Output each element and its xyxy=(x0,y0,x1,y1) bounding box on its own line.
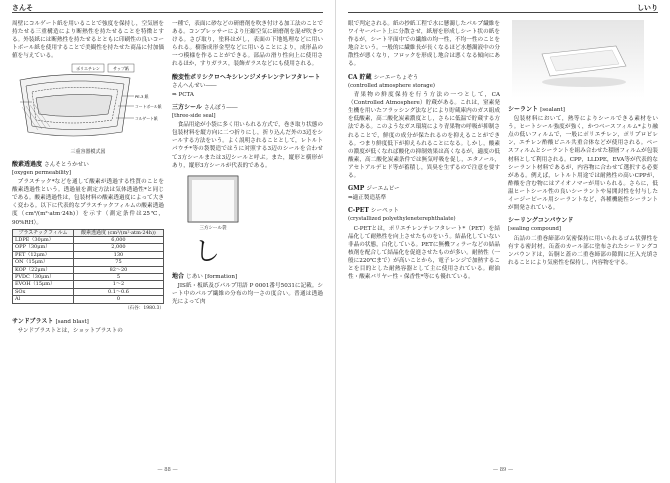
header-rule-right xyxy=(348,12,658,13)
headword-reading: シーペット xyxy=(370,208,399,215)
right-column-2 xyxy=(508,20,658,455)
entry-body: JIS紙・板紙及びパルプ用語 P 0001番号5031に記載。シート中のパルプ繊維の分布の均一さの度合い。普通は透過光によって肉 xyxy=(172,282,323,305)
page-number-right: — 89 — xyxy=(492,467,514,473)
cell-film: Al xyxy=(13,296,74,303)
table-header-film: プラスチックフィルム xyxy=(13,229,74,236)
english-term: (controlled atmosphere storage) xyxy=(348,82,435,89)
continued-paragraph: 一種で，表面に砂などの研磨剤を吹き付ける加工法のことである。コンプレッサーにより圧縮空気に研磨剤を混ぜ吹きつける。さび取り，塗料はがし，表面の下地処理などに用いられる。樹脂成形金型などに用いることにより，成形品の一つ模様を作ることができる。部品の滑り性向上に使用されるほか，すりガラス，装飾ガラスなどにも使用される。 xyxy=(172,21,323,68)
label-pe-paper: PE-3 紙 xyxy=(135,94,149,100)
cross-reference: ⇒適正製造基準 xyxy=(348,195,387,202)
table-header-value: 酸素透過度 (cm³/(m²·atm·24h)) xyxy=(73,229,163,236)
headword: 酸素透過度 xyxy=(12,160,43,168)
label-coated-board: コートボール紙 xyxy=(135,104,162,110)
english-term: [sealing compound] xyxy=(508,226,561,233)
headword: C-PET xyxy=(348,207,369,215)
english-term: [sealant] xyxy=(540,107,565,114)
entry-body: C-PETとは，ポリエチレンテレフタレート*（PET）を結晶化して耐熱性を向上させたものをいう。結晶化していない非晶の状態，白化している。PETに無機フィラーなどの結晶核剤を配合して結晶化を促進させたものが多い。耐熱性（一般に220℃まで）が高いことから，電子レンジで加熱することを目的とした耐熱容器として主に使用されている。耐油性・酸素バリヤー性・保香性*等にも優れている。 xyxy=(348,225,500,281)
container-diagram xyxy=(12,62,162,144)
english-term: [oxygen permeability] xyxy=(12,169,71,176)
page-number-left: — 88 — xyxy=(157,467,178,473)
cross-reference: ⇒ PCTA xyxy=(172,91,194,98)
headword: CA 貯蔵 xyxy=(348,73,372,81)
cell-value: 75 xyxy=(73,259,163,266)
entry-body: プラスチック*などを通して酸素が透過する性質のことを酸素透過性という。透過量を測定方法は気体透過性*と同じである。酸素透過性は，包装材料の酸素透過度によって大きく変わる。以下に代表的なプラスチックフィルムの酸素透過度（cm³/(m²·atm·24h)）を示す（測定条件は25℃，90%RH）。 xyxy=(12,179,164,226)
right-column-1 xyxy=(348,20,500,455)
entry-headword-sealing-compound xyxy=(508,217,658,225)
three-side-seal-bag-figure xyxy=(184,173,323,234)
entry-headword-pctfa xyxy=(172,74,323,90)
left-column-2 xyxy=(172,20,323,455)
entry-headword-sandblast xyxy=(12,318,164,326)
table-row xyxy=(13,237,164,244)
table-row xyxy=(13,259,164,266)
cell-value: 0.1～0.6 xyxy=(73,288,163,295)
headword: シーラント xyxy=(508,106,539,114)
entry-headword-formation xyxy=(172,273,323,281)
cell-film: LDPE（30μm） xyxy=(13,237,74,244)
headword: GMP xyxy=(348,185,365,193)
headword-reading: ジーエムピー xyxy=(366,186,400,193)
table-row xyxy=(13,281,164,288)
table-row xyxy=(13,296,164,303)
continued-paragraph: 周壁にコルゲート紙を用いることで強度を保持し，空気層を持たせる三重構造により断熱性を持たせることを特徴とする。外装紙には断熱性を持たせるとともに印刷性の良いコートボール紙を使用することで美観性を持たせた商品に付加価値を与えている。 xyxy=(12,21,164,60)
table-row xyxy=(13,251,164,258)
header-rule-left xyxy=(12,12,323,13)
right-page xyxy=(336,0,670,483)
cell-film: SOx xyxy=(13,288,74,295)
bag-caption: 三方シール袋 xyxy=(199,225,227,231)
cell-value: 1～2 xyxy=(73,281,163,288)
table-source: （石谷：1980.3） xyxy=(124,305,164,311)
headword: 酸変性ポリシクロヘキシレンジメチレンテレフタレート xyxy=(172,73,321,81)
table-row xyxy=(13,244,164,251)
entry-body: サンドブラストとは，ショットブラストの xyxy=(17,327,123,334)
headword-reading: シーエーちょぞう xyxy=(373,74,419,81)
cell-film: KOP（22μm） xyxy=(13,266,74,273)
cell-value: 2,000 xyxy=(73,244,163,251)
entry-headword-c-pet xyxy=(348,207,500,215)
entry-headword-three-side-seal xyxy=(172,104,323,112)
running-header-left: さんそ xyxy=(12,3,33,12)
headword: サンドブラスト xyxy=(12,317,54,325)
label-polyethylene: ポリエチレン xyxy=(76,66,100,72)
cell-film: PET（12μm） xyxy=(13,251,74,258)
oxygen-permeability-table xyxy=(12,229,164,304)
headword-reading: じあい xyxy=(186,273,203,280)
tray-image xyxy=(512,20,644,98)
headword-reading: さんそとうかせい xyxy=(44,161,89,168)
cell-value: 6,000 xyxy=(73,237,163,244)
section-index-glyph: し xyxy=(194,236,221,267)
english-term: (crystallized polyethyleneterephthalate) xyxy=(348,216,456,223)
entry-body: 青果物の鮮度保持を行う方法の一つとして，CA（Controlled Atmosphere）貯蔵がある。これは，窒素発生機を用いたフラッシング法などにより貯蔵庫内のガス組成を低酸素，高二酸化炭素濃度とし，さらに低温で貯蔵する方法である。このようなガス環境により青果物の呼吸が抑制されることで，鮮度の成分が保たれるのを抑えることができる。つまり鮮度低下が抑えられることになる。しかし，酸素の濃度が低くなれば酸化の抑制効果は高くなるが，適度の低酸素，高二酸化炭素条件では無気呼吸を促し，エタノール，アセトアルデヒド等が蓄積し，異臭を生ずるので注意を要する。 xyxy=(348,92,500,179)
english-term: [sand blast] xyxy=(55,318,89,325)
cell-film: OPP（30μm） xyxy=(13,244,74,251)
headword: シーリングコンパウンド xyxy=(508,217,574,225)
headword-reading: さんへんせい―― xyxy=(172,82,217,89)
cell-value: 130 xyxy=(73,251,163,258)
table-row xyxy=(13,266,164,273)
table-row xyxy=(13,274,164,281)
english-term: [three-side seal] xyxy=(172,112,216,119)
figure-caption: 三重容器模式図 xyxy=(70,148,106,155)
cell-film: PVDC（30μm） xyxy=(13,274,74,281)
headword-reading: さんぽう―― xyxy=(203,104,238,111)
cell-film: EVOH（15μm） xyxy=(13,281,74,288)
entry-headword-sealant xyxy=(508,106,658,114)
left-column-1 xyxy=(12,20,164,455)
table-row xyxy=(13,288,164,295)
label-sap-paper: サップ紙 xyxy=(113,66,129,72)
bag-diagram xyxy=(184,173,246,231)
cell-value: 82～20 xyxy=(73,266,163,273)
headword: 地合 xyxy=(172,272,185,280)
entry-body: 缶詰の二重巻締部の気密保持に用いられるゴム状弾性を有する密封材。缶蓋のカール部に塗布されたシーリングコンパウンドは，缶胴と蓋の二重巻締部の隙間に圧入充填されることにより気密性を保持し，内容物を守る。 xyxy=(508,235,658,266)
entry-headword-ca-storage xyxy=(348,74,500,82)
entry-body: 食品用途が小袋に多く用いられる方式で，巻き取り状態の包装材料を縦方向に二つ折りにし，折り込んだ外の3辺をシールする方法をいう。よく説明されることとして，レトルトパウチ*等の袋製造ではうに対照する3辺のシールを合わせて3方シールまたは3辺シールと呼ぶ。また，縦形と横形があり，縦形3方シールが代表的である。 xyxy=(172,122,323,169)
cell-value: 0 xyxy=(73,296,163,303)
running-header-right: しいり xyxy=(637,3,658,12)
label-corrugated-paper: コルゲート紙 xyxy=(135,116,158,122)
headword: 三方シール xyxy=(172,103,202,111)
cell-value: 5 xyxy=(73,274,163,281)
entry-headword-gmp xyxy=(348,185,500,193)
english-term: [formation] xyxy=(205,273,238,280)
entry-body: 包装材料において，熱等によりシールできる素材をいう。ヒートシール強度が強く，かつベースフィルム*より融点の低いフィルムで，一般にポリエチレン，ポリプロピレン，エチレン酢酸ビニル共重合体などが使用される。ベースフィルムとシーラントを組み合わせた積層フィルムが包装材料として利用される。CPP，LLDPE，EVA等が代表的なシーラント材料であるが，内容物に合わせて選択する必要がある。例えば，レトルト用途では耐熱性の高いCPPが，酢酸を含む物にはアイオノマーが用いられる。さらに，低温ヒートシール性の良いシーラントや易開封性を付与したイージーピール用シーラントなど，各種機能性シーラントが開発されている。 xyxy=(508,116,658,212)
three-layer-container-figure xyxy=(12,62,164,155)
entry-headword-oxygen-permeability xyxy=(12,161,164,169)
continued-paragraph: 眼で判定される。紙の抄紙工程で水に懸濁したパルプ繊維をワイヤーパート上に分散させ，紙層を形成しシート状の紙を作るが，シート平面中での繊維の均一性，不均一性のことを地合という。一般的に繊維長が長くなるほど水懸濁液中の分散性が悪くなり，フロックを形成し地合は悪くなる傾向にある。 xyxy=(348,21,500,68)
cell-film: ON（15μm） xyxy=(13,259,74,266)
cpet-tray-photo xyxy=(512,20,658,101)
